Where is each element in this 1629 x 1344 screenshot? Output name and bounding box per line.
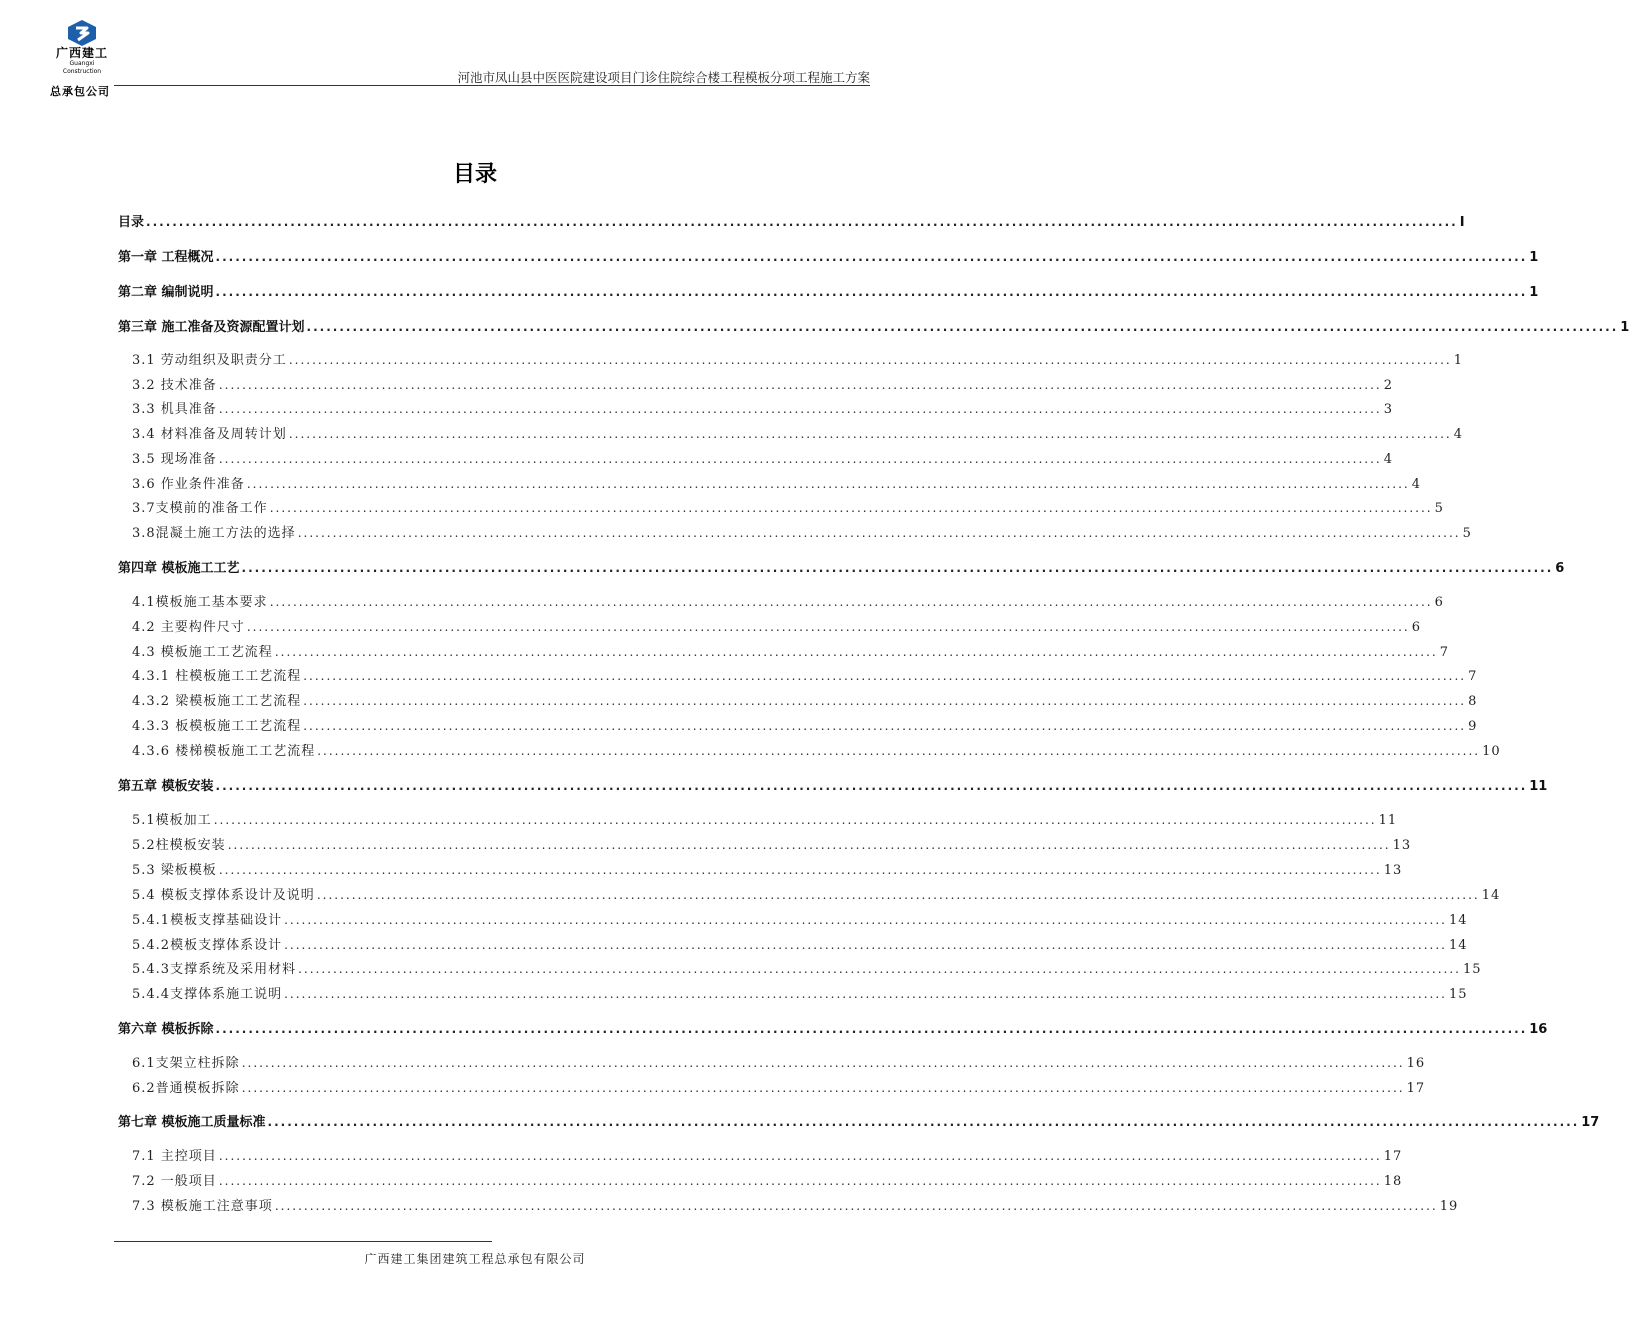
toc-section-entry[interactable]: [118, 859, 1403, 878]
toc-dot-leader: ........................................................................................................................................................................................................: [218, 378, 1382, 392]
toc-entry-page: 7: [1439, 645, 1449, 660]
toc-entry-page: 14: [1481, 888, 1501, 903]
toc-entry-label: 5.4.3支撑系统及采用材料: [132, 962, 297, 977]
toc-entry-page: 3: [1383, 402, 1393, 417]
toc-entry-label: 第四章 模板施工工艺: [118, 561, 240, 576]
toc-entry-label: 第五章 模板安装: [118, 779, 214, 794]
toc-entry-page: 17: [1406, 1081, 1426, 1096]
toc-dot-leader: ........................................................................................................................................................................................................: [306, 320, 1619, 334]
toc-dot-leader: ........................................................................................................................................................................................................: [288, 353, 1452, 367]
toc-dot-leader: ........................................................................................................................................................................................................: [297, 526, 1461, 540]
toc-section-entry[interactable]: [118, 641, 1449, 660]
toc-entry-page: 15: [1448, 987, 1468, 1002]
toc-entry-page: 6: [1555, 561, 1565, 576]
toc-dot-leader: ........................................................................................................................................................................................................: [215, 1022, 1528, 1036]
toc-entry-page: 4: [1411, 477, 1421, 492]
toc-entry-page: 2: [1383, 378, 1393, 393]
toc-entry-label: 3.6 作业条件准备: [132, 477, 245, 492]
header-divider: [114, 85, 870, 86]
toc-dot-leader: ........................................................................................................................................................................................................: [218, 402, 1382, 416]
toc-dot-leader: ........................................................................................................................................................................................................: [218, 1174, 1382, 1188]
toc-entry-label: 4.3.6 楼梯模板施工工艺流程: [132, 744, 316, 759]
toc-dot-leader: ........................................................................................................................................................................................................: [298, 962, 1461, 976]
toc-dot-leader: ........................................................................................................................................................................................................: [288, 427, 1452, 441]
toc-section-entry[interactable]: [118, 1145, 1403, 1164]
toc-entry-page: 14: [1448, 913, 1468, 928]
toc-entry-page: I: [1459, 215, 1465, 230]
toc-entry-label: 4.3 模板施工工艺流程: [132, 645, 273, 660]
toc-dot-leader: ........................................................................................................................................................................................................: [246, 620, 1410, 634]
logo-subtitle: 总承包公司: [50, 85, 110, 98]
toc-section-entry[interactable]: [118, 497, 1444, 516]
toc-dot-leader: ........................................................................................................................................................................................................: [215, 779, 1528, 793]
toc-dot-leader: ........................................................................................................................................................................................................: [274, 1199, 1438, 1213]
toc-entry-page: 17: [1383, 1149, 1403, 1164]
toc-entry-label: 5.4 模板支撑体系设计及说明: [132, 888, 315, 903]
toc-section-entry[interactable]: [118, 349, 1463, 368]
toc-chapter-entry[interactable]: [118, 1018, 1548, 1037]
toc-section-entry[interactable]: [118, 1052, 1426, 1071]
toc-section-entry[interactable]: [118, 374, 1393, 393]
toc-heading: 目录: [452, 162, 497, 187]
toc-entry-page: 16: [1406, 1056, 1426, 1071]
toc-entry-page: 13: [1383, 863, 1403, 878]
toc-entry-page: 15: [1462, 962, 1482, 977]
toc-chapter-entry[interactable]: [118, 246, 1539, 265]
toc-section-entry[interactable]: [118, 522, 1472, 541]
toc-entry-label: 第三章 施工准备及资源配置计划: [118, 320, 305, 335]
toc-entry-label: 3.1 劳动组织及职责分工: [132, 353, 287, 368]
toc-dot-leader: ........................................................................................................................................................................................................: [218, 1149, 1382, 1163]
toc-dot-leader: ........................................................................................................................................................................................................: [303, 719, 1467, 733]
toc-dot-leader: ........................................................................................................................................................................................................: [218, 863, 1382, 877]
toc-section-entry[interactable]: [118, 448, 1393, 467]
toc-section-entry[interactable]: [118, 715, 1478, 734]
toc-entry-label: 3.8混凝土施工方法的选择: [132, 526, 296, 541]
toc-dot-leader: ........................................................................................................................................................................................................: [213, 813, 1377, 827]
toc-entry-label: 5.1模板加工: [132, 813, 212, 828]
toc-entry-label: 第二章 编制说明: [118, 285, 214, 300]
toc-section-entry[interactable]: [118, 473, 1421, 492]
toc-entry-page: 1: [1453, 353, 1463, 368]
toc-section-entry[interactable]: [118, 616, 1421, 635]
toc-section-entry[interactable]: [118, 909, 1468, 928]
toc-section-entry[interactable]: [118, 834, 1412, 853]
toc-dot-leader: ........................................................................................................................................................................................................: [267, 1115, 1580, 1129]
toc-dot-leader: ........................................................................................................................................................................................................: [241, 1056, 1405, 1070]
toc-dot-leader: ........................................................................................................................................................................................................: [303, 694, 1467, 708]
toc-entry-label: 3.3 机具准备: [132, 402, 217, 417]
footer-divider: [114, 1241, 492, 1242]
toc-entry-label: 第六章 模板拆除: [118, 1022, 214, 1037]
toc-section-entry[interactable]: [118, 1170, 1403, 1189]
toc-dot-leader: ........................................................................................................................................................................................................: [317, 744, 1481, 758]
toc-entry-label: 4.3.3 板模板施工工艺流程: [132, 719, 302, 734]
toc-entry-page: 13: [1392, 838, 1412, 853]
toc-entry-label: 7.2 一般项目: [132, 1174, 217, 1189]
toc-entry-label: 5.2柱模板安装: [132, 838, 226, 853]
toc-entry-page: 17: [1581, 1115, 1600, 1130]
toc-entry-label: 第一章 工程概况: [118, 250, 214, 265]
toc-entry-page: 14: [1448, 938, 1468, 953]
logo-name-cn: 广西建工: [55, 46, 108, 60]
toc-dot-leader: ........................................................................................................................................................................................................: [218, 452, 1382, 466]
toc-entry-page: 10: [1482, 744, 1501, 759]
toc-section-entry[interactable]: [118, 884, 1501, 903]
toc-entry-page: 1: [1620, 320, 1629, 335]
toc-section-entry[interactable]: [118, 398, 1393, 417]
toc-dot-leader: ........................................................................................................................................................................................................: [246, 477, 1410, 491]
toc-dot-leader: ........................................................................................................................................................................................................: [269, 501, 1433, 515]
toc-dot-leader: ........................................................................................................................................................................................................: [241, 561, 1554, 575]
toc-entry-label: 3.2 技术准备: [132, 378, 217, 393]
toc-dot-leader: ........................................................................................................................................................................................................: [146, 215, 1458, 229]
toc-section-entry[interactable]: [118, 809, 1398, 828]
toc-entry-page: 1: [1529, 285, 1539, 300]
toc-entry-label: 4.2 主要构件尺寸: [132, 620, 245, 635]
toc-section-entry[interactable]: [118, 983, 1468, 1002]
toc-section-entry[interactable]: [118, 665, 1478, 684]
toc-section-entry[interactable]: [118, 958, 1482, 977]
toc-entry-page: 19: [1439, 1199, 1459, 1214]
toc-chapter-entry[interactable]: [118, 1111, 1600, 1130]
toc-entry-page: 18: [1383, 1174, 1403, 1189]
toc-entry-label: 5.3 梁板模板: [132, 863, 217, 878]
toc-dot-leader: ........................................................................................................................................................................................................: [316, 888, 1480, 902]
toc-entry-label: 6.2普通模板拆除: [132, 1081, 240, 1096]
toc-entry-label: 目录: [118, 215, 145, 230]
toc-section-entry[interactable]: [118, 423, 1463, 442]
logo-name-en: Guangxi Construction: [62, 60, 102, 75]
toc-entry-page: 11: [1529, 779, 1548, 794]
toc-entry-label: 7.3 模板施工注意事项: [132, 1199, 273, 1214]
toc-entry-label: 5.4.2模板支撑体系设计: [132, 938, 283, 953]
toc-entry-page: 8: [1468, 694, 1478, 709]
toc-dot-leader: ........................................................................................................................................................................................................: [274, 645, 1438, 659]
toc-entry-label: 7.1 主控项目: [132, 1149, 217, 1164]
toc-section-entry[interactable]: [118, 740, 1501, 759]
toc-entry-label: 4.3.2 梁模板施工工艺流程: [132, 694, 302, 709]
toc-chapter-entry[interactable]: [118, 557, 1565, 576]
toc-entry-label: 4.3.1 柱模板施工工艺流程: [132, 669, 302, 684]
toc-entry-page: 5: [1462, 526, 1472, 541]
toc-section-entry[interactable]: [118, 1195, 1459, 1214]
toc-entry-label: 4.1模板施工基本要求: [132, 595, 268, 610]
footer-company-name: 广西建工集团建筑工程总承包有限公司: [364, 1252, 586, 1266]
document-header-title: 河池市凤山县中医医院建设项目门诊住院综合楼工程模板分项工程施工方案: [457, 70, 870, 85]
toc-entry-label: 5.4.1模板支撑基础设计: [132, 913, 283, 928]
toc-entry-page: 5: [1434, 501, 1444, 516]
logo-mark-icon: [67, 20, 97, 46]
toc-chapter-entry[interactable]: [118, 316, 1629, 335]
toc-entry-page: 11: [1378, 813, 1398, 828]
toc-chapter-entry[interactable]: [118, 281, 1539, 300]
toc-entry-page: 7: [1468, 669, 1478, 684]
toc-section-entry[interactable]: [118, 934, 1468, 953]
toc-entry-label: 第七章 模板施工质量标准: [118, 1115, 266, 1130]
toc-dot-leader: ........................................................................................................................................................................................................: [303, 669, 1467, 683]
toc-dot-leader: ........................................................................................................................................................................................................: [227, 838, 1391, 852]
toc-entry-label: 5.4.4支撑体系施工说明: [132, 987, 283, 1002]
toc-section-entry[interactable]: [118, 1077, 1426, 1096]
toc-dot-leader: ........................................................................................................................................................................................................: [215, 285, 1528, 299]
toc-entry-page: 16: [1529, 1022, 1548, 1037]
toc-dot-leader: ........................................................................................................................................................................................................: [284, 938, 1447, 952]
toc-section-entry[interactable]: [118, 690, 1478, 709]
toc-entry-label: 3.7支模前的准备工作: [132, 501, 268, 516]
toc-chapter-entry[interactable]: [118, 775, 1548, 794]
toc-entry-page: 6: [1411, 620, 1421, 635]
toc-entry-page: 9: [1468, 719, 1478, 734]
toc-dot-leader: ........................................................................................................................................................................................................: [284, 913, 1447, 927]
toc-entry-page: 6: [1434, 595, 1444, 610]
toc-section-entry[interactable]: [118, 591, 1444, 610]
toc-dot-leader: ........................................................................................................................................................................................................: [269, 595, 1433, 609]
toc-dot-leader: ........................................................................................................................................................................................................: [241, 1081, 1405, 1095]
toc-chapter-entry[interactable]: [118, 211, 1465, 230]
toc-dot-leader: ........................................................................................................................................................................................................: [284, 987, 1447, 1001]
toc-entry-label: 6.1支架立柱拆除: [132, 1056, 240, 1071]
toc-entry-page: 1: [1529, 250, 1539, 265]
company-logo: [50, 20, 114, 76]
toc-entry-page: 4: [1453, 427, 1463, 442]
toc-entry-page: 4: [1383, 452, 1393, 467]
toc-entry-label: 3.4 材料准备及周转计划: [132, 427, 287, 442]
toc-entry-label: 3.5 现场准备: [132, 452, 217, 467]
toc-dot-leader: ........................................................................................................................................................................................................: [215, 250, 1528, 264]
